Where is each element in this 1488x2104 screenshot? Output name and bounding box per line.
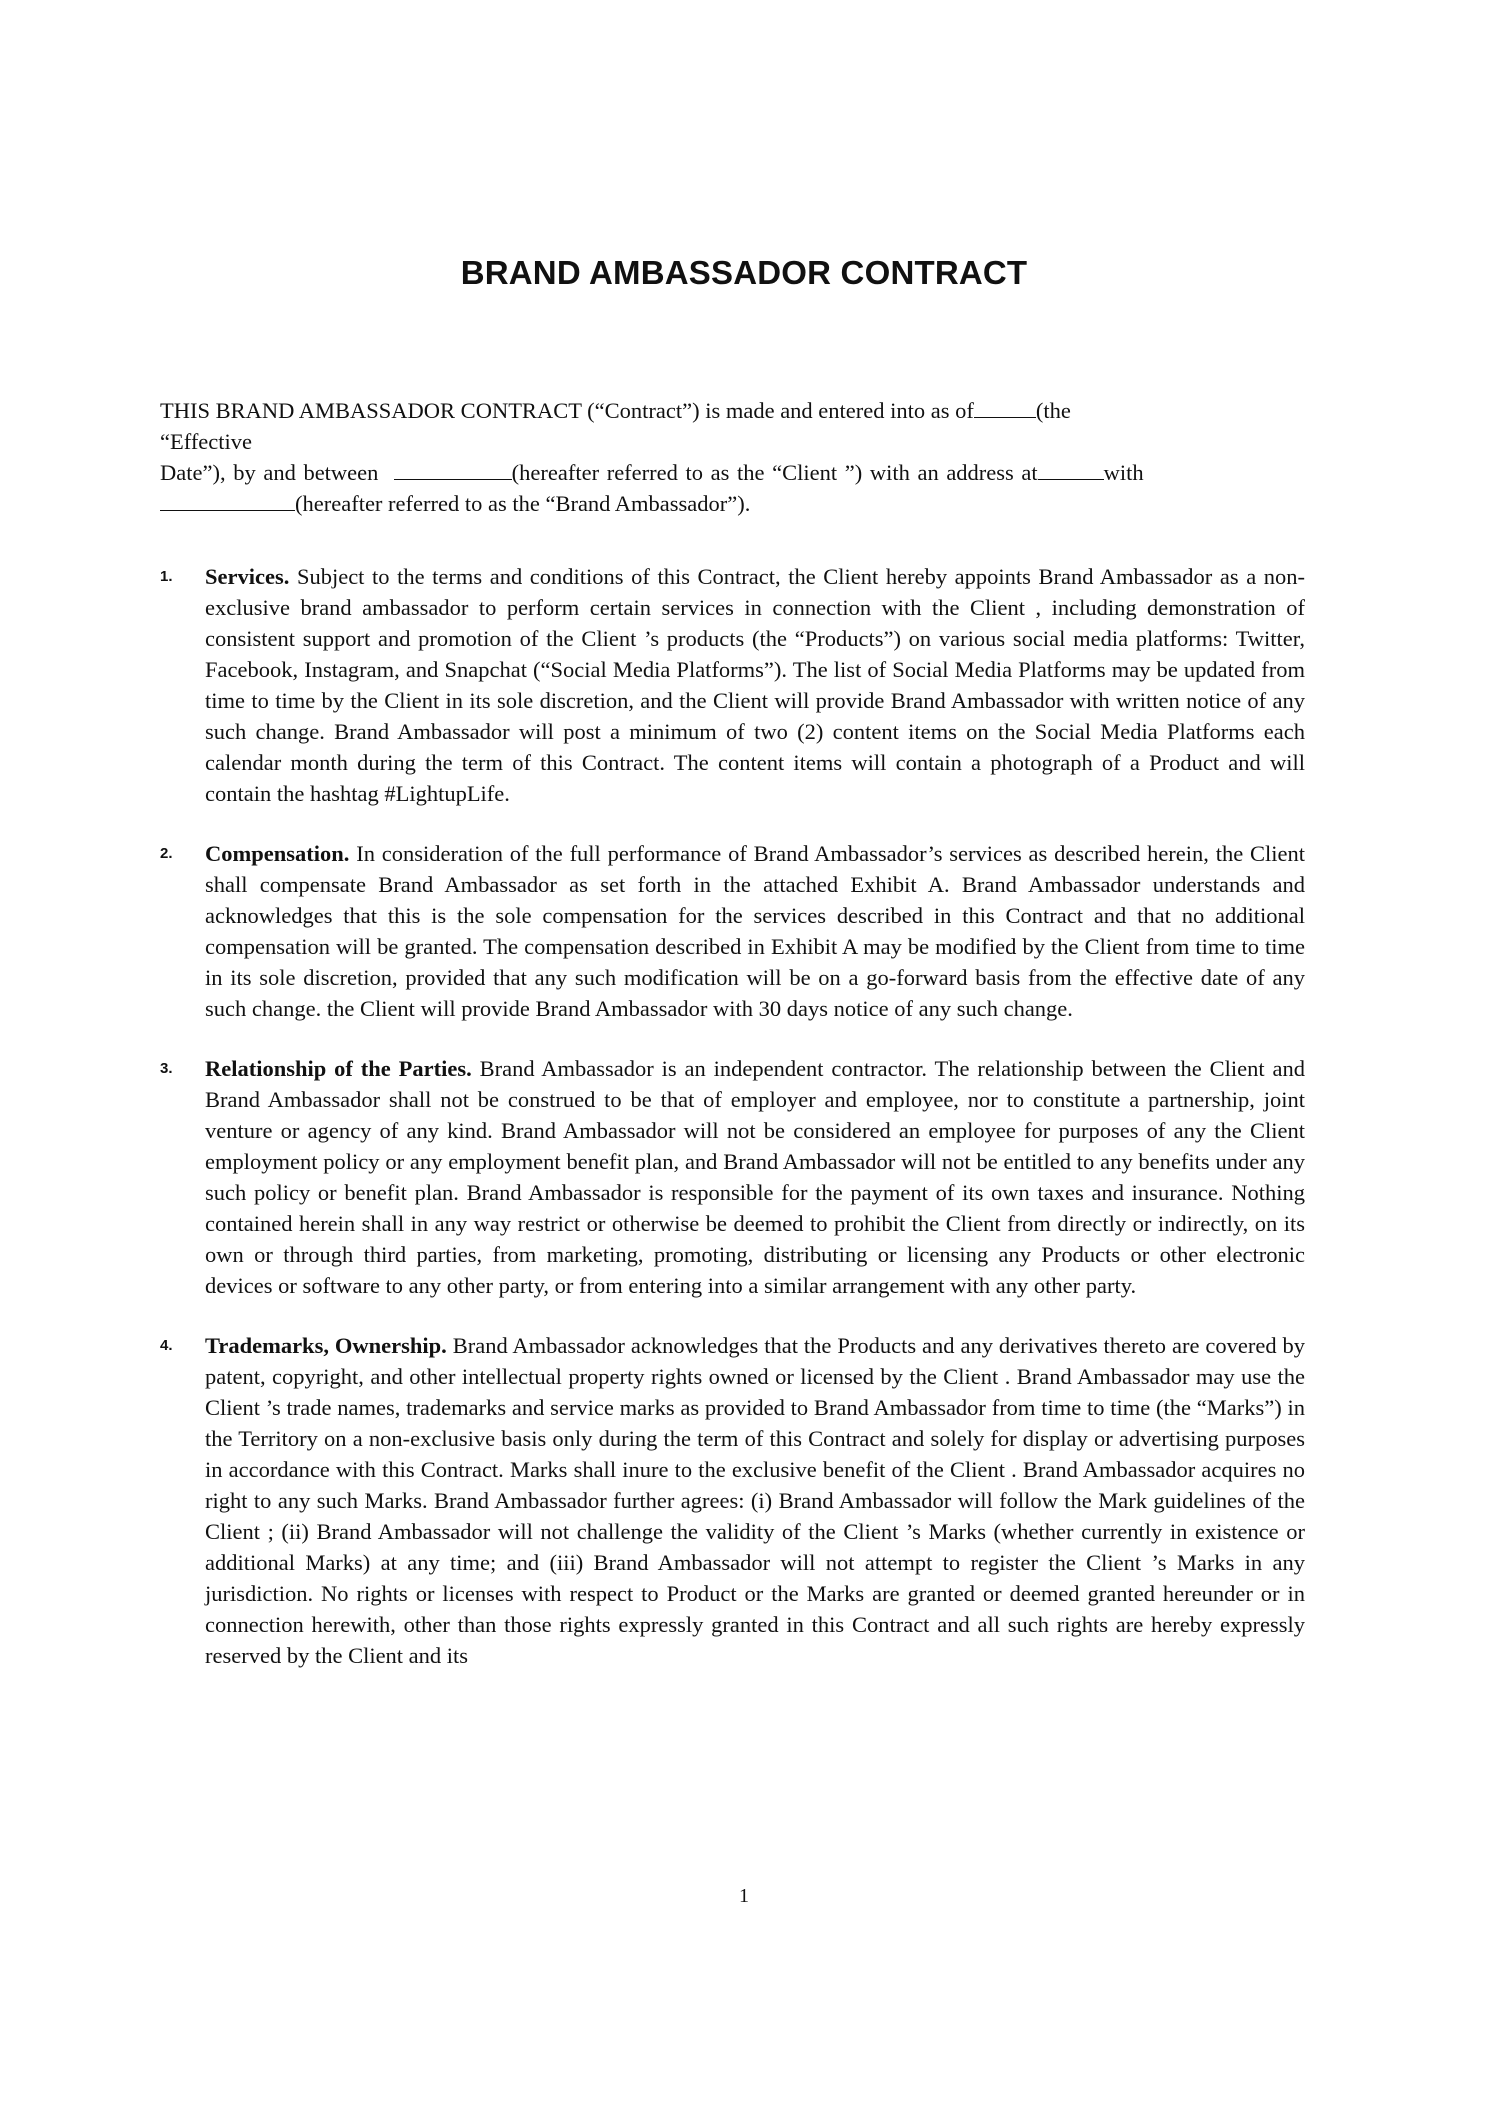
page-number: 1	[739, 1885, 749, 1907]
intro-paragraph	[160, 395, 1305, 519]
section-trademarks	[160, 1330, 1305, 1671]
section-heading: Services.	[205, 564, 290, 589]
section-body: Subject to the terms and conditions of this Contract, the Client hereby appoints Brand Ambassador as a non-exclusive brand ambassador to perform certain services in connection with the Client , including demonstration of consistent support and promotion of the Client ’s products (the “Products”) on various social media platforms: Twitter, Facebook, Instagram, and Snapchat (“Social Media Platforms”). The list of Social Media Platforms may be updated from time to time by the Client in its sole discretion, and the Client will provide Brand Ambassador with written notice of any such change. Brand Ambassador will post a minimum of two (2) content items on the Social Media Platforms each calendar month during the term of this Contract. The content items will contain a photograph of a Product and will contain the hashtag #LightupLife.	[205, 564, 1306, 806]
intro-text: (hereafter referred to as the “Client ”) with an address at	[511, 460, 1038, 485]
ambassador-name-blank	[160, 490, 295, 511]
section-body: Brand Ambassador acknowledges that the Products and any derivatives thereto are covered by patent, copyright, and other intellectual property rights owned or licensed by the Client . Brand Ambassador may use the Client ’s trade names, trademarks and service marks as provided to Brand Ambassador from time to time (the “Marks”) in the Territory on a non-exclusive basis only during the term of this Contract and solely for display or advertising purposes in accordance with this Contract. Marks shall inure to the exclusive benefit of the Client . Brand Ambassador acquires no right to any such Marks. Brand Ambassador further agrees: (i) Brand Ambassador will follow the Mark guidelines of the Client ; (ii) Brand Ambassador will not challenge the validity of the Client ’s Marks (whether currently in existence or additional Marks) at any time; and (iii) Brand Ambassador will not attempt to register the Client ’s Marks in any jurisdiction. No rights or licenses with respect to Product or the Marks are granted or deemed granted hereunder or in connection herewith, other than those rights expressly granted in this Contract and all such rights are hereby expressly reserved by the Client and its	[205, 1333, 1306, 1668]
section-compensation	[160, 838, 1305, 1024]
intro-line-3	[160, 457, 1305, 488]
section-heading: Relationship of the Parties.	[205, 1056, 472, 1081]
effective-date-blank	[974, 397, 1036, 418]
section-body: Brand Ambassador is an independent contractor. The relationship between the Client and Brand Ambassador shall not be construed to be that of employer and employee, nor to constitute a partnership, joint venture or agency of any kind. Brand Ambassador will not be considered an employee for purposes of any the Client employment policy or any employment benefit plan, and Brand Ambassador will not be entitled to any benefits under any such policy or benefit plan. Brand Ambassador is responsible for the payment of its own taxes and insurance. Nothing contained herein shall in any way restrict or otherwise be deemed to prohibit the Client from directly or indirectly, on its own or through third parties, from marketing, promoting, distributing or licensing any Products or other electronic devices or software to any other party, or from entering into a similar arrangement with any other party.	[205, 1056, 1306, 1298]
intro-text: (hereafter referred to as the “Brand Ambassador”).	[295, 491, 751, 516]
section-heading: Trademarks, Ownership.	[205, 1333, 447, 1358]
client-name-blank	[394, 459, 512, 480]
intro-line-1	[160, 395, 1305, 426]
intro-text: “Effective	[160, 429, 253, 454]
section-services	[160, 561, 1305, 809]
section-number: 3.	[160, 1060, 173, 1077]
intro-text: THIS BRAND AMBASSADOR CONTRACT (“Contract”) is made and entered into as of	[160, 398, 974, 423]
document-title: BRAND AMBASSADOR CONTRACT	[460, 254, 1028, 291]
intro-line-4	[160, 488, 1305, 519]
intro-text: (the	[1035, 398, 1071, 423]
section-number: 2.	[160, 845, 173, 862]
section-body: In consideration of the full performance of Brand Ambassador’s services as described herein, the Client shall compensate Brand Ambassador as set forth in the attached Exhibit A. Brand Ambassador understands and acknowledges that this is the sole compensation for the services described in this Contract and that no additional compensation will be granted. The compensation described in Exhibit A may be modified by the Client from time to time in its sole discretion, provided that any such modification will be on a go-forward basis from the effective date of any such change. the Client will provide Brand Ambassador with 30 days notice of any such change.	[205, 841, 1305, 1021]
section-number: 4.	[160, 1337, 173, 1354]
intro-text: Date”), by and between	[160, 460, 379, 485]
intro-text: with	[1103, 460, 1144, 485]
client-address-blank	[1038, 459, 1104, 480]
intro-line-2	[160, 426, 1305, 457]
section-heading: Compensation.	[205, 841, 350, 866]
contract-sections	[160, 561, 1305, 1700]
section-number: 1.	[160, 568, 173, 585]
section-relationship	[160, 1053, 1305, 1301]
